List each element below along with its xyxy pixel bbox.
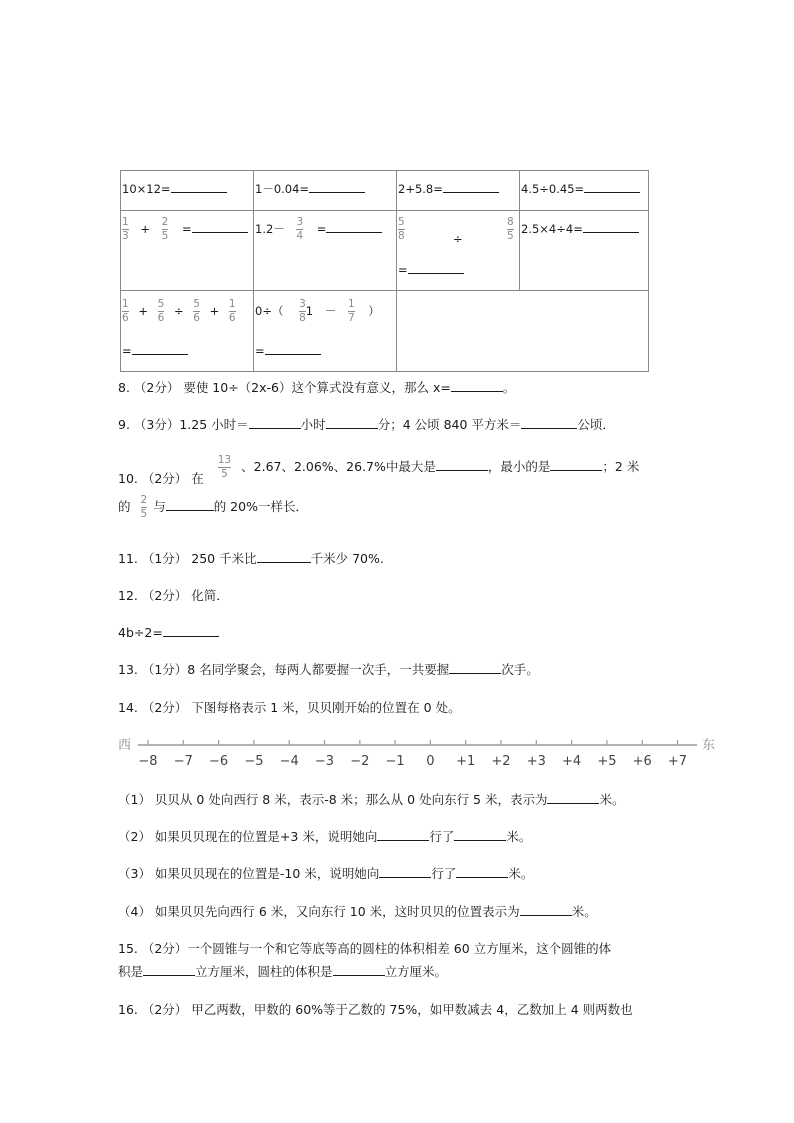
question-10: 10. （2分） 在 $\frac{13}{5}$ 、2.67、2.06%、26.7%中最大是 ，最小的是 ；2 米 [118, 454, 640, 486]
tick-label: +2 [491, 754, 511, 769]
calc-cell: 1.2－ $\frac{3}{4}$ = [254, 211, 397, 291]
east-label: 东 [702, 738, 716, 753]
answer-blank[interactable] [521, 416, 577, 429]
answer-blank[interactable] [171, 180, 227, 193]
question-12-expr: 4b÷2= [118, 624, 219, 640]
fraction: $\frac{1}{6}$ [228, 298, 236, 324]
answer-blank[interactable] [451, 379, 503, 392]
tick-label: +4 [562, 754, 582, 769]
calc-expr: 2.5×4÷4= [521, 222, 583, 236]
answer-blank[interactable] [550, 458, 602, 471]
question-12: 12. （2分） 化简． [118, 588, 229, 603]
answer-blank[interactable] [143, 963, 195, 976]
question-15-line2: 积是 立方厘米，圆柱的体积是 立方厘米。 [118, 964, 448, 979]
tick-label: −1 [385, 754, 405, 769]
answer-blank[interactable] [333, 963, 385, 976]
question-14-3: （3） 如果贝贝现在的位置是-10 米，说明她向 行了 米。 [118, 866, 534, 881]
tick-label: −2 [350, 754, 370, 769]
number-line [112, 733, 724, 775]
question-8: 8. （2分） 要使 10÷（2x-6）这个算式没有意义，那么 x= 。 [118, 380, 516, 395]
calc-cell: $\frac{1}{6}$ + $\frac{5}{6}$ ÷ $\frac{5}{6}$ + $\frac{1}{6}$ = [121, 291, 254, 372]
answer-blank[interactable] [249, 416, 301, 429]
calc-expr: 10×12= [122, 182, 171, 196]
question-14: 14. （2分） 下图每格表示 1 米，贝贝刚开始的位置在 0 处。 [118, 700, 461, 715]
calc-cell [397, 171, 520, 211]
answer-blank[interactable] [326, 220, 382, 233]
calc-cell: $\frac{5}{8}$ ÷ $\frac{8}{5}$ = [397, 211, 520, 291]
answer-blank[interactable] [436, 458, 488, 471]
answer-blank[interactable] [408, 261, 464, 274]
answer-blank[interactable] [583, 220, 639, 233]
answer-blank[interactable] [326, 416, 378, 429]
answer-blank[interactable] [547, 791, 599, 804]
fraction: $\frac{8}{5}$ [507, 216, 514, 242]
answer-blank[interactable] [443, 180, 499, 193]
answer-blank[interactable] [584, 180, 640, 193]
tick-label: −7 [173, 754, 193, 769]
question-14-2: （2） 如果贝贝现在的位置是+3 米，说明她向 行了 米。 [118, 829, 532, 844]
tick-label: +3 [526, 754, 546, 769]
fraction: $\frac{2}{5}$ [140, 494, 148, 520]
answer-blank[interactable] [192, 220, 248, 233]
tick-label: +5 [597, 754, 617, 769]
answer-blank[interactable] [257, 550, 311, 563]
question-16: 16. （2分） 甲乙两数，甲数的 60%等于乙数的 75%，如甲数减去 4，乙数加上 4 则两数也 [118, 1002, 633, 1017]
question-14-1: （1） 贝贝从 0 处向西行 8 米，表示-8 米；那么从 0 处向东行 5 米，表示为 米。 [118, 792, 625, 807]
tick-label: 0 [426, 754, 435, 769]
answer-blank[interactable] [163, 624, 219, 637]
fraction: $\frac{2}{5}$ [161, 216, 169, 242]
calc-expr: 2+5.8= [398, 182, 443, 196]
tick-label: +1 [456, 754, 476, 769]
calc-cell [121, 171, 254, 211]
answer-blank[interactable] [520, 903, 572, 916]
calc-cell [520, 171, 649, 211]
question-15: 15. （2分）一个圆锥与一个和它等底等高的圆柱的体积相差 60 立方厘米，这个圆锥的体 [118, 941, 612, 956]
west-label: 西 [118, 738, 132, 753]
answer-blank[interactable] [379, 865, 431, 878]
fraction: $\frac{1}{6}$ [122, 298, 129, 324]
calc-expr: 1－0.04= [255, 182, 310, 196]
question-14-4: （4） 如果贝贝先向西行 6 米，又向东行 10 米，这时贝贝的位置表示为 米。 [118, 904, 597, 919]
tick-label: −5 [244, 754, 264, 769]
answer-blank[interactable] [456, 865, 508, 878]
answer-blank[interactable] [377, 828, 429, 841]
question-13: 13. （1分）8 名同学聚会，每两人都要握一次手，一共要握 次手。 [118, 662, 539, 677]
calc-cell: $\frac{1}{3}$ + $\frac{2}{5}$ = [121, 211, 254, 291]
answer-blank[interactable] [132, 342, 188, 355]
fraction: $\frac{5}{8}$ [398, 216, 405, 242]
calc-cell-empty [397, 291, 649, 372]
calc-cell [254, 171, 397, 211]
answer-blank[interactable] [166, 498, 214, 511]
tick-label: −6 [209, 754, 229, 769]
fraction: $\frac{13}{5}$ [217, 454, 232, 480]
answer-blank[interactable] [309, 180, 365, 193]
tick-label: +7 [667, 754, 688, 769]
divide-sign: ÷ [453, 232, 463, 246]
answer-blank[interactable] [454, 828, 506, 841]
fraction: $\frac{5}{6}$ [193, 298, 200, 324]
tick-label: −4 [279, 754, 299, 769]
question-9: 9. （3分）1.25 小时＝ 小时 分；4 公顷 840 平方米＝ 公顷． [118, 417, 615, 432]
answer-blank[interactable] [265, 342, 321, 355]
fraction: $\frac{1}{3}$ [122, 216, 129, 242]
tick-label: −3 [314, 754, 335, 769]
calc-cell: 0÷（ $\frac{3}{8}$ 1 － $\frac{1}{7}$ ） = [254, 291, 397, 372]
fraction: $\frac{3}{8}$ [299, 298, 306, 324]
fraction: $\frac{5}{6}$ [157, 298, 165, 324]
fraction: $\frac{1}{7}$ [347, 298, 355, 324]
fraction: $\frac{3}{4}$ [296, 216, 304, 242]
question-10-line2: 的 $\frac{2}{5}$ 与 的 20%一样长． [118, 494, 308, 520]
question-11: 11. （1分） 250 千米比 千米少 70%. [118, 551, 384, 566]
answer-blank[interactable] [449, 661, 501, 674]
calc-cell [520, 211, 649, 291]
tick-label: −8 [138, 754, 158, 769]
calc-expr: 4.5÷0.45= [521, 182, 585, 196]
calc-table [120, 170, 649, 372]
tick-label: +6 [632, 754, 652, 769]
